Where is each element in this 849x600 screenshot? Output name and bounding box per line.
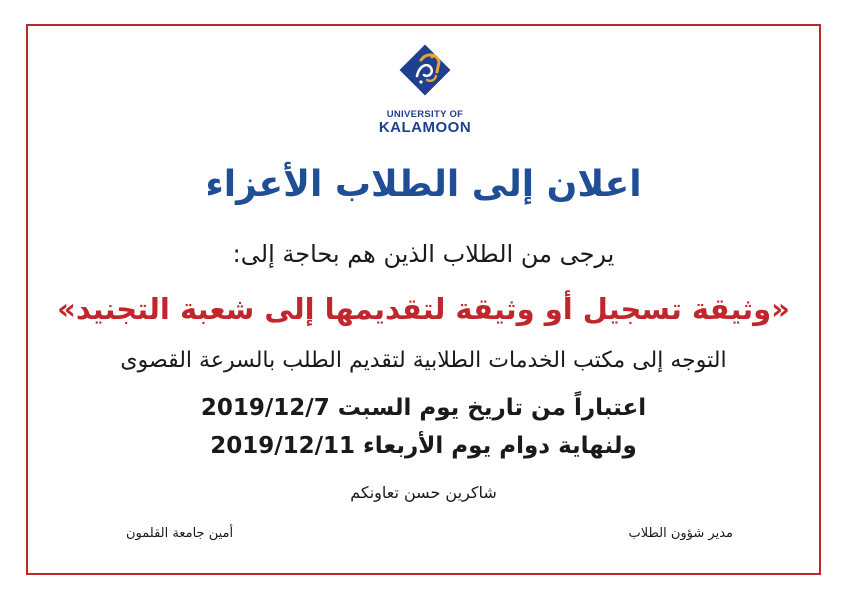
- logo-diamond-icon: [397, 42, 453, 98]
- announcement-title: اعلان إلى الطلاب الأعزاء: [205, 164, 642, 205]
- documents-line: «وثيقة تسجيل أو وثيقة لتقديمها إلى شعبة التجنيد»: [57, 292, 790, 326]
- thanks-line: شاكرين حسن تعاونكم: [350, 483, 497, 502]
- university-logo: [372, 36, 478, 136]
- instruction-line: التوجه إلى مكتب الخدمات الطلابية لتقديم الطلب بالسرعة القصوى: [120, 348, 727, 373]
- signature-student-affairs-director: مدير شؤون الطلاب: [628, 526, 733, 541]
- start-date-line: اعتباراً من تاريخ يوم السبت 2019/12/7: [200, 395, 647, 421]
- end-date-line: ولنهاية دوام يوم الأربعاء 2019/12/11: [210, 433, 637, 459]
- signature-university-secretary: أمين جامعة القلمون: [126, 526, 234, 541]
- request-line: يرجى من الطلاب الذين هم بحاجة إلى:: [232, 240, 615, 268]
- logo-text-kalamoon: KALAMOON: [378, 119, 472, 136]
- logo-text-university-of: UNIVERSITY OF: [386, 109, 464, 120]
